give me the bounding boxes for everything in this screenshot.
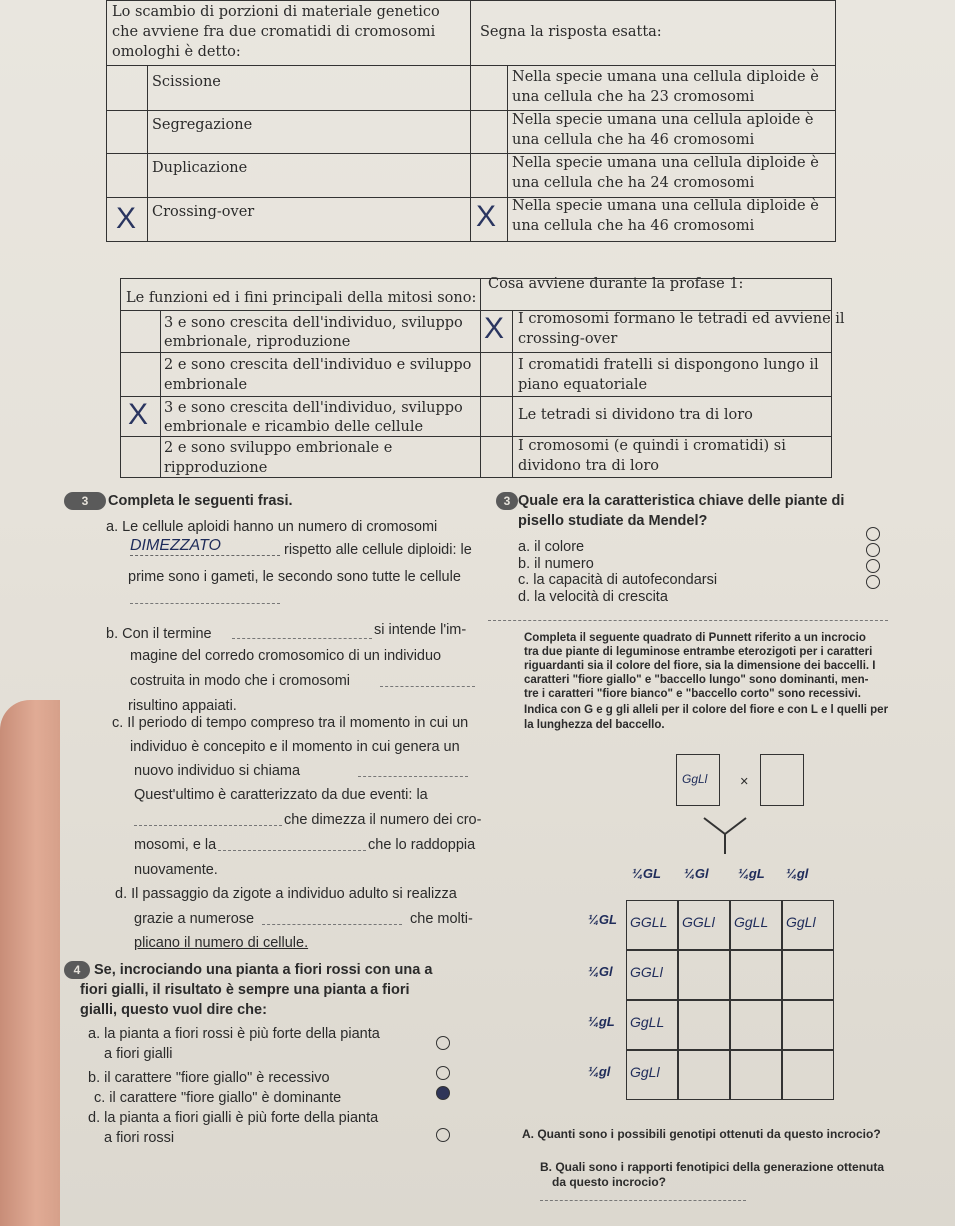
- completa-c-line3: nuovo individuo si chiama: [134, 763, 301, 779]
- q-fiori-radio-d[interactable]: [436, 1128, 450, 1142]
- table1-option-3: Duplicazione: [152, 160, 248, 176]
- q-mendel-number: 3: [496, 492, 518, 510]
- q-fiori-opt-d1: d. la pianta a fiori gialli è più forte della pianta: [88, 1110, 379, 1126]
- completa-c-blank1[interactable]: [358, 776, 468, 777]
- table3-option-1-line1: 3 e sono crescita dell'individuo, sviluppo: [164, 315, 463, 331]
- completa-c-blank3[interactable]: [218, 850, 366, 851]
- table4-question: Cosa avviene durante la profase 1:: [488, 276, 744, 292]
- completa-c-line7: nuovamente.: [134, 862, 218, 878]
- punnett-gamete-top-1: ¼GL: [632, 866, 661, 881]
- q-mendel-radio-a[interactable]: [866, 527, 880, 541]
- table2-option-2-line1: Nella specie umana una cellula aploide è: [512, 112, 814, 128]
- q-mendel-line1: Quale era la caratteristica chiave delle piante di: [518, 493, 845, 509]
- q-mendel-opt-c: c. la capacità di autofecondarsi: [518, 572, 718, 588]
- table3-option-1-line2: embrionale, riproduzione: [164, 334, 351, 350]
- table4-option-2-line2: piano equatoriale: [518, 377, 648, 393]
- punnett-question-b1: B. Quali sono i rapporti fenotipici della generazione ottenuta: [540, 1160, 885, 1174]
- table1-option-2: Segregazione: [152, 117, 253, 133]
- table4-option-2-line1: I cromatidi fratelli si dispongono lungo il: [518, 357, 819, 373]
- table3-option-3-line2: embrionale e ricambio delle cellule: [164, 419, 424, 435]
- punnett-cell[interactable]: [730, 1000, 782, 1050]
- completa-c-line4: Quest'ultimo è caratterizzato da due eventi: la: [134, 787, 428, 803]
- photo-finger: [0, 700, 60, 1226]
- punnett-intro-3: riguardanti sia il colore del fiore, sia la dimensione dei baccelli. I: [524, 660, 876, 672]
- table4-checkbox-1-mark[interactable]: X: [484, 312, 505, 345]
- punnett-intro-2: tra due piante di leguminose entrambe eterozigoti per i caratteri: [524, 646, 873, 658]
- table2-option-1-line2: una cellula che ha 23 cromosomi: [512, 89, 755, 105]
- q-mendel-radio-b[interactable]: [866, 543, 880, 557]
- q-fiori-line1: Se, incrociando una pianta a fiori rossi con una a: [94, 962, 433, 978]
- punnett-gamete-left-3: ¼gL: [588, 1014, 615, 1029]
- punnett-gamete-top-3: ¼gL: [738, 866, 765, 881]
- table1-option-1: Scissione: [152, 74, 221, 90]
- q-fiori-opt-a2: a fiori gialli: [104, 1046, 173, 1062]
- table3-question: Le funzioni ed i fini principali della mitosi sono:: [126, 290, 477, 306]
- completa-b-blank[interactable]: [232, 638, 372, 639]
- completa-b-line1-end: si intende l'im-: [374, 622, 467, 638]
- q-fiori-radio-a[interactable]: [436, 1036, 450, 1050]
- completa-d-line3: plicano il numero di cellule.: [134, 935, 309, 951]
- punnett-parent-left: GgLl: [682, 772, 708, 786]
- table3-checkbox-3-mark[interactable]: X: [128, 398, 149, 431]
- table2-question: Segna la risposta esatta:: [480, 24, 662, 40]
- punnett-r1c1: GGLL: [630, 914, 668, 930]
- punnett-gamete-left-2: ¼Gl: [588, 964, 613, 979]
- completa-b-line1-start: b. Con il termine: [106, 626, 212, 642]
- q-fiori-opt-b: b. il carattere "fiore giallo" è recessivo: [88, 1070, 330, 1086]
- completa-a-blank2[interactable]: [130, 603, 280, 604]
- punnett-r1c4: GgLl: [786, 914, 816, 930]
- punnett-gamete-left-1: ¼GL: [588, 912, 617, 927]
- punnett-question-b2: da questo incrocio?: [552, 1175, 667, 1189]
- completa-d-line2-end: che molti-: [410, 911, 473, 927]
- completa-c-line1: c. Il periodo di tempo compreso tra il momento in cui un: [112, 715, 469, 731]
- q-fiori-number: 4: [64, 961, 90, 979]
- punnett-r1c3: GgLL: [734, 914, 769, 930]
- punnett-r3c1: GgLL: [630, 1014, 665, 1030]
- q-mendel-radio-d[interactable]: [866, 575, 880, 589]
- table2-checkbox-4-mark[interactable]: X: [476, 200, 497, 233]
- table2-option-4-line1: Nella specie umana una cellula diploide è: [512, 198, 819, 214]
- table4-option-1-line2: crossing-over: [518, 331, 618, 347]
- punnett-cross-symbol: ×: [740, 774, 749, 790]
- punnett-r2c1: GGLl: [630, 964, 663, 980]
- punnett-intro-4: caratteri "fiore giallo" e "baccello lungo" sono dominanti, men-: [524, 674, 869, 686]
- q-mendel-radio-c[interactable]: [866, 559, 880, 573]
- completa-c-blank2[interactable]: [134, 825, 282, 826]
- completa-a-line3: prime sono i gameti, le secondo sono tutte le cellule: [128, 569, 461, 585]
- punnett-cell[interactable]: [730, 950, 782, 1000]
- table3-option-4-line2: ripproduzione: [164, 460, 268, 476]
- completa-d-blank[interactable]: [262, 924, 402, 925]
- punnett-intro-5: tre i caratteri "fiore bianco" e "baccello corto" sono recessivi.: [524, 688, 861, 700]
- punnett-intro-7: la lunghezza del baccello.: [524, 719, 665, 731]
- q-fiori-opt-a1: a. la pianta a fiori rossi è più forte della pianta: [88, 1026, 380, 1042]
- completa-a-answer[interactable]: DIMEZZATO: [130, 537, 280, 556]
- q-mendel-divider: [488, 620, 888, 621]
- q-fiori-radio-c[interactable]: [436, 1086, 450, 1100]
- punnett-gamete-left-4: ¼gl: [588, 1064, 611, 1079]
- table4-option-3-line1: Le tetradi si dividono tra di loro: [518, 407, 753, 423]
- q-fiori-line2: fiori gialli, il risultato è sempre una pianta a fiori: [80, 982, 410, 998]
- completa-b-line3: costruita in modo che i cromosomi: [130, 673, 350, 689]
- completa-a-line2: rispetto alle cellule diploidi: le: [284, 542, 472, 558]
- punnett-r1c2: GGLl: [682, 914, 715, 930]
- q-mendel-opt-d: d. la velocità di crescita: [518, 589, 668, 605]
- q-mendel-opt-b: b. il numero: [518, 556, 594, 572]
- punnett-gamete-top-2: ¼Gl: [684, 866, 709, 881]
- punnett-intro-6: Indica con G e g gli alleli per il colore del fiore e con L e l quelli per: [524, 704, 889, 716]
- completa-b-blank2[interactable]: [380, 686, 475, 687]
- table1-option-4: Crossing-over: [152, 204, 255, 220]
- completa-c-line6-end: che lo raddoppia: [368, 837, 476, 853]
- table3-option-2-line2: embrionale: [164, 377, 248, 393]
- section-completa-number: 3: [64, 492, 106, 510]
- table4-option-1-line1: I cromosomi formano le tetradi ed avviene il: [518, 311, 845, 327]
- punnett-cell[interactable]: [782, 1050, 834, 1100]
- completa-c-line5: che dimezza il numero dei cro-: [284, 812, 482, 828]
- q-fiori-radio-b[interactable]: [436, 1066, 450, 1080]
- table4-option-4-line2: dividono tra di loro: [518, 458, 660, 474]
- table4-option-4-line1: I cromosomi (e quindi i cromatidi) si: [518, 438, 786, 454]
- punnett-cell[interactable]: [678, 1000, 730, 1050]
- completa-c-line2: individuo è concepito e il momento in cui genera un: [130, 739, 460, 755]
- punnett-answer-b-line[interactable]: [540, 1200, 746, 1201]
- table3-option-2-line1: 2 e sono crescita dell'individuo e sviluppo: [164, 357, 472, 373]
- punnett-cell[interactable]: [782, 1000, 834, 1050]
- completa-a-line1: a. Le cellule aploidi hanno un numero di cromosomi: [106, 519, 438, 535]
- table2-option-2-line2: una cellula che ha 46 cromosomi: [512, 132, 755, 148]
- table2-option-4-line2: una cellula che ha 46 cromosomi: [512, 218, 755, 234]
- q-mendel-line2: pisello studiate da Mendel?: [518, 513, 708, 529]
- punnett-intro-1: Completa il seguente quadrato di Punnett riferito a un incrocio: [524, 632, 866, 644]
- q-fiori-line3: gialli, questo vuol dire che:: [80, 1002, 267, 1018]
- q-mendel-opt-a: a. il colore: [518, 539, 585, 555]
- q-fiori-opt-d2: a fiori rossi: [104, 1130, 175, 1146]
- table3-option-4-line1: 2 e sono sviluppo embrionale e: [164, 440, 393, 456]
- table3-option-3-line1: 3 e sono crescita dell'individuo, sviluppo: [164, 400, 463, 416]
- table2-option-1-line1: Nella specie umana una cellula diploide è: [512, 69, 819, 85]
- completa-d-line1: d. Il passaggio da zigote a individuo adulto si realizza: [115, 886, 457, 902]
- punnett-question-a: A. Quanti sono i possibili genotipi ottenuti da questo incrocio?: [522, 1127, 881, 1141]
- completa-b-line4: risultino appaiati.: [128, 698, 237, 714]
- completa-c-line6-start: mosomi, e la: [134, 837, 217, 853]
- table1-question: Lo scambio di porzioni di materiale genetico che avviene fra due cromatidi di cromosomi omologhi è detto:: [112, 4, 440, 60]
- punnett-r4c1: GgLl: [630, 1064, 660, 1080]
- punnett-cell[interactable]: [678, 1050, 730, 1100]
- punnett-cell[interactable]: [782, 950, 834, 1000]
- punnett-cell[interactable]: [730, 1050, 782, 1100]
- punnett-parent-right-box[interactable]: [760, 754, 804, 806]
- table1-checkbox-4-mark[interactable]: X: [116, 202, 137, 235]
- punnett-arrow: [700, 816, 750, 860]
- table2-option-3-line2: una cellula che ha 24 cromosomi: [512, 175, 755, 191]
- table2-option-3-line1: Nella specie umana una cellula diploide è: [512, 155, 819, 171]
- punnett-gamete-top-4: ¼gl: [786, 866, 809, 881]
- completa-b-line2: magine del corredo cromosomico di un individuo: [130, 648, 442, 664]
- section-completa-title: Completa le seguenti frasi.: [108, 493, 293, 509]
- punnett-cell[interactable]: [678, 950, 730, 1000]
- q-fiori-opt-c: c. il carattere "fiore giallo" è dominante: [94, 1090, 342, 1106]
- completa-d-line2-start: grazie a numerose: [134, 911, 255, 927]
